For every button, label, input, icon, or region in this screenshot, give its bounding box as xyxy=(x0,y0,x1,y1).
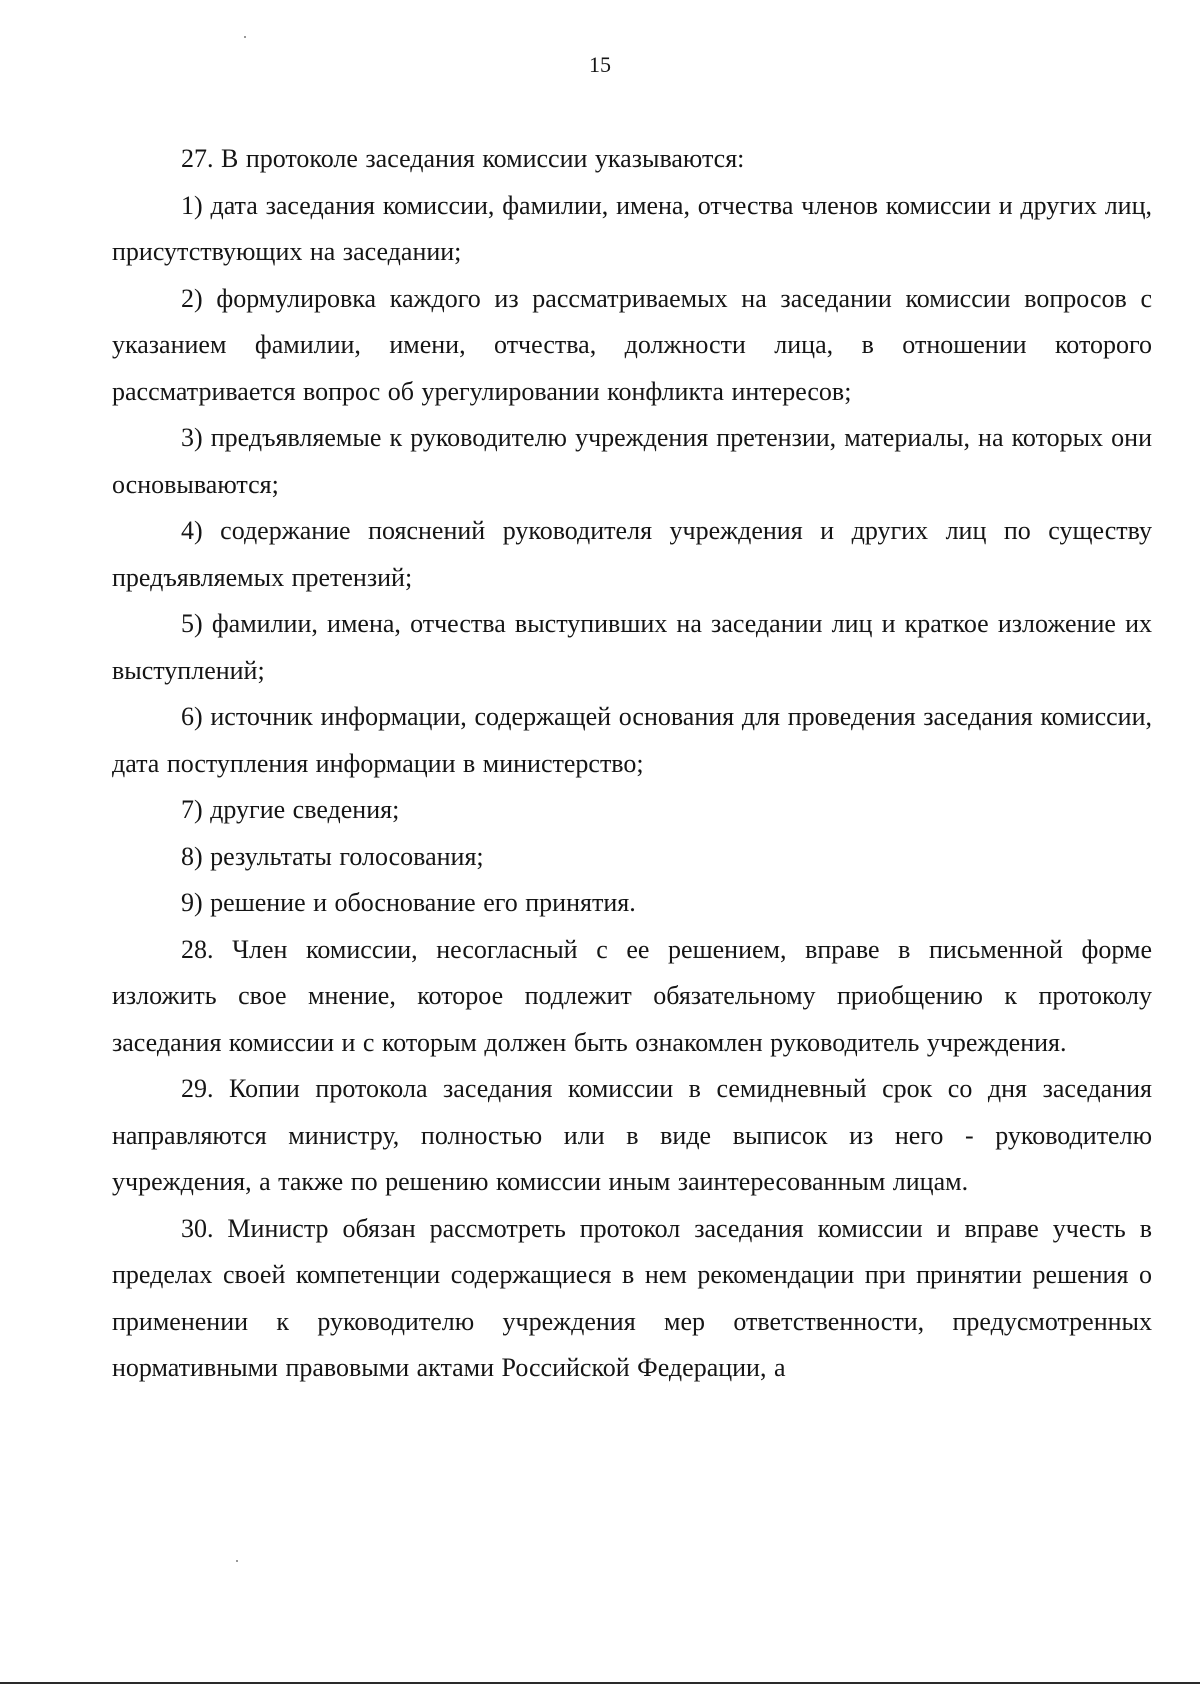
paragraph-29: 29. Копии протокола заседания комиссии в семидневный срок со дня заседания направляются министру, полностью или в виде выписок из него - руководителю учреждения, а также по решению комиссии иным заинтересованным лицам. xyxy=(112,1074,1152,1196)
list-item-4: 4) содержание пояснений руководителя учреждения и других лиц по существу предъявляемых претензий; xyxy=(112,516,1152,592)
page-number: 15 xyxy=(589,52,611,77)
paragraph-30: 30. Министр обязан рассмотреть протокол заседания комиссии и вправе учесть в пределах своей компетенции содержащиеся в нем рекомендации при принятии решения о применении к руководителю учреждения мер ответственности, предусмотренных нормативными правовыми актами Российской Федерации, а xyxy=(112,1213,1152,1382)
list-item-8: 8) результаты голосования; xyxy=(181,841,484,871)
list-item-6: 6) источник информации, содержащей основания для проведения заседания комиссии, дата поступления информации в министерство; xyxy=(112,702,1152,778)
paragraph-28: 28. Член комиссии, несогласный с ее решением, вправе в письменной форме изложить свое мнение, которое подлежит обязательному приобщению к протоколу заседания комиссии и с которым должен быть ознакомлен руководитель учреждения. xyxy=(112,934,1152,1057)
paragraph-27-intro: 27. В протоколе заседания комиссии указываются: xyxy=(181,144,745,173)
list-item-5: 5) фамилии, имена, отчества выступивших на заседании лиц и краткое изложение их выступлений; xyxy=(112,609,1152,685)
list-item-1: 1) дата заседания комиссии, фамилии, имена, отчества членов комиссии и других лиц, присутствующих на заседании; xyxy=(112,190,1152,266)
list-item-9: 9) решение и обоснование его принятия. xyxy=(181,888,636,917)
scan-edge-line xyxy=(0,1682,1200,1684)
list-item-7: 7) другие сведения; xyxy=(181,795,400,824)
scan-speck xyxy=(244,36,246,38)
list-item-3: 3) предъявляемые к руководителю учреждения претензии, материалы, на которых они основываются; xyxy=(112,423,1152,499)
list-item-2: 2) формулировка каждого из рассматриваемых на заседании комиссии вопросов с указанием фамилии, имени, отчества, должности лица, в отношении которого рассматривается вопрос об урегулировании конфликта интересов; xyxy=(112,283,1152,406)
scan-speck xyxy=(236,1560,238,1562)
document-body xyxy=(112,136,1152,1392)
